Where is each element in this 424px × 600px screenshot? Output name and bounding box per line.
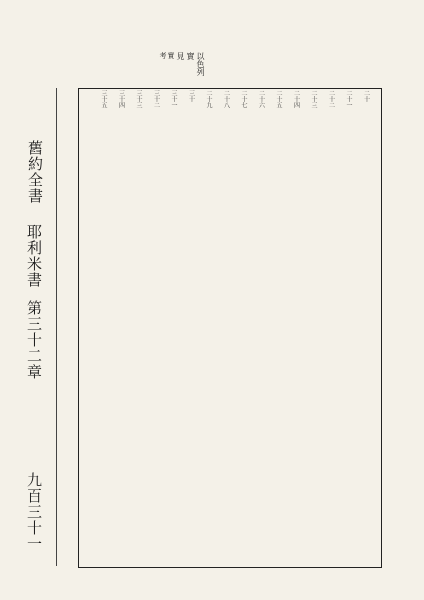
book-name: 耶利米書 xyxy=(25,224,43,288)
verse-number: 三十 xyxy=(187,90,195,102)
verse-number: 三十五 xyxy=(100,90,107,108)
page-number: 九百三十一 xyxy=(25,472,43,552)
verse-number: 二十一 xyxy=(345,90,352,108)
verse-number: 二十五 xyxy=(275,90,282,108)
body-text xyxy=(100,108,376,564)
verse-number: 三十二 xyxy=(152,90,160,108)
verse-number: 三十一 xyxy=(170,90,177,108)
verse-number: 二十三 xyxy=(310,90,317,108)
margin-divider xyxy=(56,88,57,566)
verse-number: 二十六 xyxy=(257,90,265,108)
verse-number: 二十 xyxy=(362,90,370,102)
verse-number: 二十四 xyxy=(292,90,300,108)
verse-number: 三十三 xyxy=(135,90,142,108)
note-line: 見 xyxy=(176,52,185,60)
chapter-label: 第三十二章 xyxy=(25,300,43,380)
verse-number: 二十九 xyxy=(205,90,212,108)
note-line: 考 xyxy=(159,52,167,59)
note-line: 實 xyxy=(167,52,175,59)
verse-number: 三十四 xyxy=(117,90,125,108)
note-line: 以色列 xyxy=(196,52,205,76)
note-line: 實 xyxy=(186,52,195,60)
top-margin-note xyxy=(152,52,212,92)
book-collection-title: 舊約全書 xyxy=(26,140,44,204)
verse-number: 二十二 xyxy=(327,90,335,108)
verse-number: 二十八 xyxy=(222,90,230,108)
verse-number: 二十七 xyxy=(240,90,247,108)
